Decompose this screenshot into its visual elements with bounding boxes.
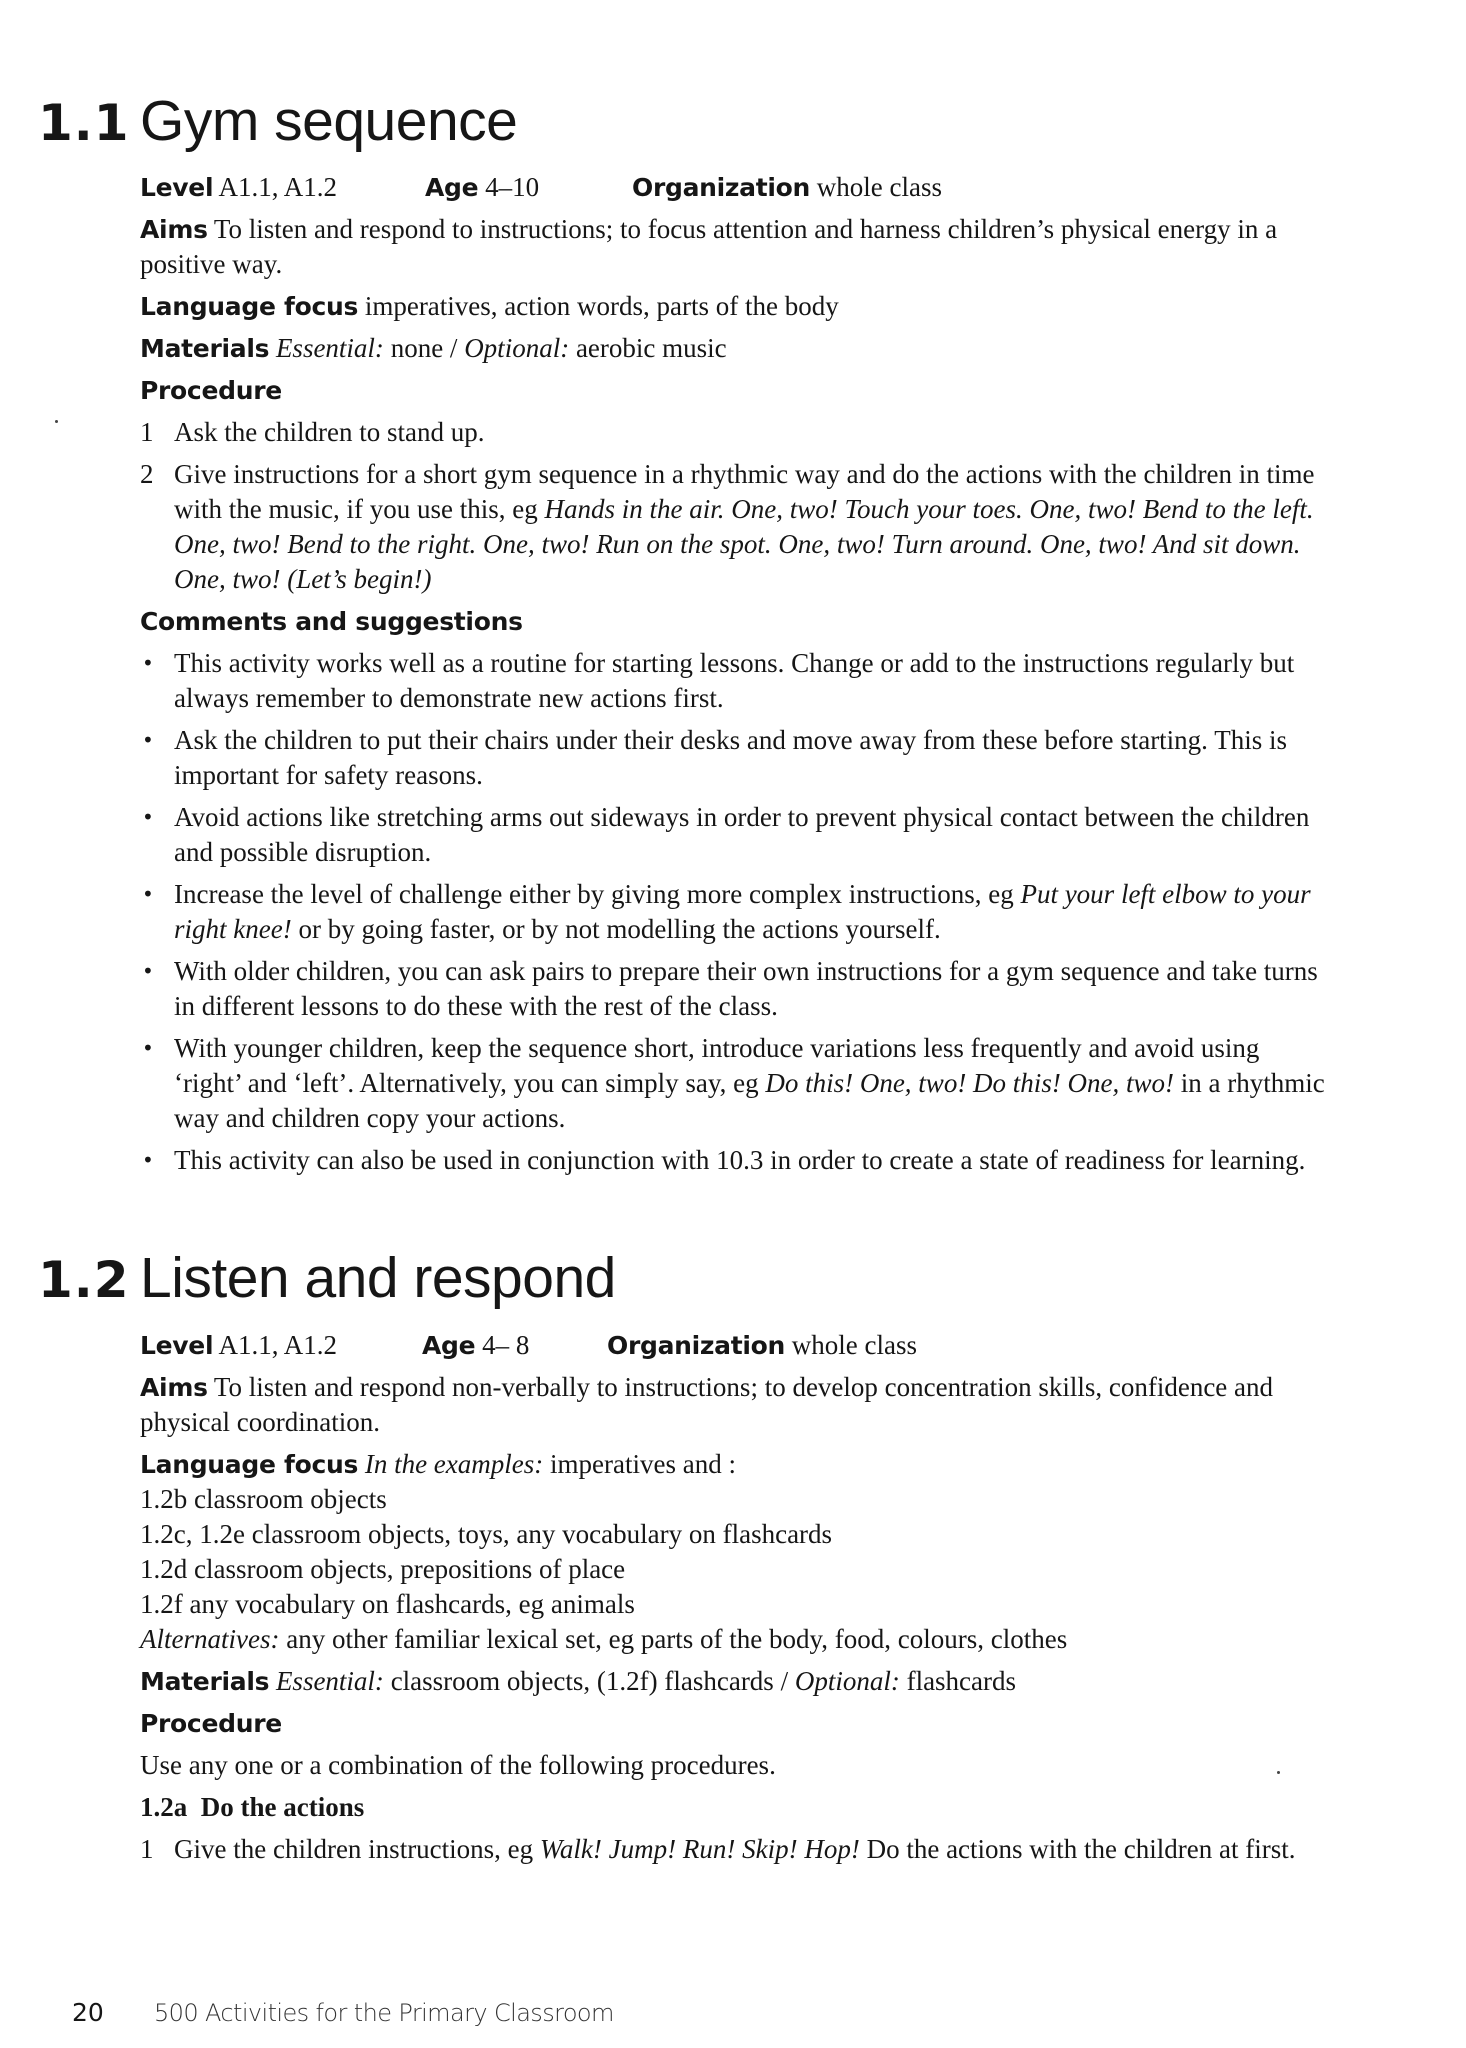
- comment-item: [140, 1031, 1325, 1136]
- procedure-step: [140, 457, 1325, 597]
- level-field: [140, 1328, 422, 1363]
- comment-item: [140, 646, 1325, 716]
- level-label: Level: [140, 173, 214, 202]
- age-field: [425, 170, 632, 205]
- section-title: Listen and respond: [140, 1246, 616, 1310]
- subsection-heading: [140, 1790, 1325, 1825]
- bullet-icon: •: [142, 882, 154, 906]
- comment-item: [140, 723, 1325, 793]
- age-label: Age: [425, 173, 479, 202]
- subsection-steps: [140, 1832, 1325, 1867]
- section-heading-1-1: [38, 88, 517, 158]
- aims-text: To listen and respond non-verbally to instructions; to develop concentration skills, confidence and physical coordination.: [140, 1372, 1274, 1437]
- page-number: 20: [72, 1998, 104, 2027]
- procedure-intro-text: Use any one or a combination of the following procedures.: [140, 1750, 776, 1780]
- language-item: [140, 1517, 1325, 1552]
- comment-text: in a rhythmic way and children copy your actions.: [174, 1068, 1325, 1133]
- procedure-heading: [140, 1706, 1325, 1741]
- subsection-code: 1.2a: [140, 1792, 188, 1822]
- scan-speck: [1277, 1771, 1280, 1774]
- organization-value: whole class: [791, 1330, 917, 1360]
- aims: [140, 212, 1325, 282]
- optional-label: Optional:: [794, 1666, 900, 1696]
- language-item: [140, 1587, 1325, 1622]
- comment-text: This activity works well as a routine for starting lessons. Change or add to the instructions regularly but always remember to demonstrate new actions first.: [174, 648, 1295, 713]
- age-value: 4– 8: [482, 1330, 530, 1360]
- language-item-text: any vocabulary on flashcards, eg animals: [189, 1589, 635, 1619]
- procedure-step: [140, 1832, 1325, 1867]
- age-value: 4–10: [485, 172, 540, 202]
- organization-field: [607, 1328, 917, 1363]
- comment-item: [140, 800, 1325, 870]
- language-item: [140, 1482, 1325, 1517]
- alternatives-label: Alternatives:: [140, 1624, 280, 1654]
- step-text: Give the children instructions, eg: [174, 1834, 534, 1864]
- step-number: 2: [140, 459, 154, 489]
- materials: [140, 331, 1325, 366]
- section-body-1-2: [140, 1328, 1325, 1874]
- step-example: Walk! Jump! Run! Skip! Hop!: [539, 1834, 860, 1864]
- essential-label: Essential:: [275, 1666, 384, 1696]
- procedure-intro: [140, 1748, 1325, 1783]
- page-footer: [72, 1998, 614, 2027]
- comment-example: Do this! One, two! Do this! One, two!: [765, 1068, 1175, 1098]
- comment-example: Put your left elbow to your right knee!: [174, 879, 1311, 944]
- procedure-heading: [140, 373, 1325, 408]
- essential-value: classroom objects, (1.2f) flashcards /: [390, 1666, 789, 1696]
- meta-row: [140, 170, 1325, 205]
- section-heading-1-2: [38, 1245, 616, 1315]
- language-focus-intro: [140, 1447, 1325, 1482]
- optional-label: Optional:: [464, 333, 570, 363]
- optional-value: aerobic music: [575, 333, 727, 363]
- level-field: [140, 170, 425, 205]
- comment-text: or by going faster, or by not modelling the actions yourself.: [298, 914, 941, 944]
- language-item-code: 1.2f: [140, 1589, 183, 1619]
- procedure-step: [140, 415, 1325, 450]
- level-value: A1.1, A1.2: [218, 172, 337, 202]
- organization-field: [632, 170, 942, 205]
- comments-heading: [140, 604, 1325, 639]
- bullet-icon: •: [142, 959, 154, 983]
- comment-item: [140, 877, 1325, 947]
- step-text: Ask the children to stand up.: [174, 417, 485, 447]
- section-number: 1.1: [38, 94, 130, 152]
- alternatives-text: any other familiar lexical set, eg parts of the body, food, colours, clothes: [286, 1624, 1068, 1654]
- language-focus: [140, 289, 1325, 324]
- step-text: Do the actions with the children at first.: [866, 1834, 1296, 1864]
- language-focus-label: Language focus: [140, 292, 359, 321]
- essential-value: none /: [390, 333, 458, 363]
- comment-text: Avoid actions like stretching arms out sideways in order to prevent physical contact between the children and possible disruption.: [174, 802, 1310, 867]
- procedure-label: Procedure: [140, 376, 282, 405]
- language-item-text: classroom objects, toys, any vocabulary on flashcards: [251, 1519, 833, 1549]
- aims-label: Aims: [140, 215, 208, 244]
- aims: [140, 1370, 1325, 1440]
- meta-row: [140, 1328, 1325, 1363]
- step-number: 1: [140, 417, 154, 447]
- alternatives: [140, 1622, 1325, 1657]
- language-item-code: 1.2b: [140, 1484, 188, 1514]
- aims-label: Aims: [140, 1373, 208, 1402]
- bullet-icon: •: [142, 651, 154, 675]
- scan-speck: [55, 420, 58, 423]
- language-item-code: 1.2d: [140, 1554, 188, 1584]
- comments-label: Comments and suggestions: [140, 607, 523, 636]
- section-number: 1.2: [38, 1251, 130, 1309]
- optional-value: flashcards: [906, 1666, 1017, 1696]
- step-text: Give instructions for a short gym sequence in a rhythmic way and do the actions with the children in time with the music, if you use this, eg: [174, 459, 1315, 524]
- age-label: Age: [422, 1331, 476, 1360]
- bullet-icon: •: [142, 1148, 154, 1172]
- language-focus-intro-italic: In the examples:: [364, 1449, 544, 1479]
- subsection-title: Do the actions: [200, 1792, 365, 1822]
- organization-value: whole class: [816, 172, 942, 202]
- age-field: [422, 1328, 607, 1363]
- bullet-icon: •: [142, 728, 154, 752]
- level-value: A1.1, A1.2: [218, 1330, 337, 1360]
- bullet-icon: •: [142, 1036, 154, 1060]
- language-focus-text: imperatives, action words, parts of the body: [364, 291, 839, 321]
- comment-text: With younger children, keep the sequence short, introduce variations less frequently and avoid using ‘right’ and ‘left’. Alternatively, you can simply say, eg: [174, 1033, 1260, 1098]
- comment-text: With older children, you can ask pairs to prepare their own instructions for a gym sequence and take turns in different lessons to do these with the rest of the class.: [174, 956, 1318, 1021]
- procedure-list: [140, 415, 1325, 597]
- language-item-code: 1.2c, 1.2e: [140, 1519, 245, 1549]
- step-example: Hands in the air. One, two! Touch your toes. One, two! Bend to the left. One, two! Bend to the right. One, two! Run on the spot. One, two! Turn around. One, two! And sit down. One, two! (Let’s begin!): [174, 494, 1314, 594]
- materials-label: Materials: [140, 1667, 270, 1696]
- language-focus-label: Language focus: [140, 1450, 359, 1479]
- language-item-text: classroom objects: [194, 1484, 387, 1514]
- comment-item: [140, 1143, 1325, 1178]
- step-number: 1: [140, 1834, 154, 1864]
- comment-text: Ask the children to put their chairs under their desks and move away from these before starting. This is important for safety reasons.: [174, 725, 1287, 790]
- language-item-text: classroom objects, prepositions of place: [194, 1554, 626, 1584]
- organization-label: Organization: [607, 1331, 786, 1360]
- comments-list: [140, 646, 1325, 1178]
- comment-item: [140, 954, 1325, 1024]
- aims-text: To listen and respond to instructions; to focus attention and harness children’s physical energy in a positive way.: [140, 214, 1278, 279]
- comment-text: This activity can also be used in conjunction with 10.3 in order to create a state of readiness for learning.: [174, 1145, 1306, 1175]
- book-title: 500 Activities for the Primary Classroom: [154, 1999, 614, 2027]
- organization-label: Organization: [632, 173, 811, 202]
- section-body-1-1: [140, 170, 1325, 1185]
- bullet-icon: •: [142, 805, 154, 829]
- essential-label: Essential:: [275, 333, 384, 363]
- comment-text: Increase the level of challenge either by giving more complex instructions, eg: [174, 879, 1014, 909]
- language-item: [140, 1552, 1325, 1587]
- materials-label: Materials: [140, 334, 270, 363]
- materials: [140, 1664, 1325, 1699]
- procedure-label: Procedure: [140, 1709, 282, 1738]
- language-focus-intro-text: imperatives and :: [550, 1449, 736, 1479]
- level-label: Level: [140, 1331, 214, 1360]
- section-title: Gym sequence: [140, 89, 518, 153]
- language-focus: [140, 1447, 1325, 1657]
